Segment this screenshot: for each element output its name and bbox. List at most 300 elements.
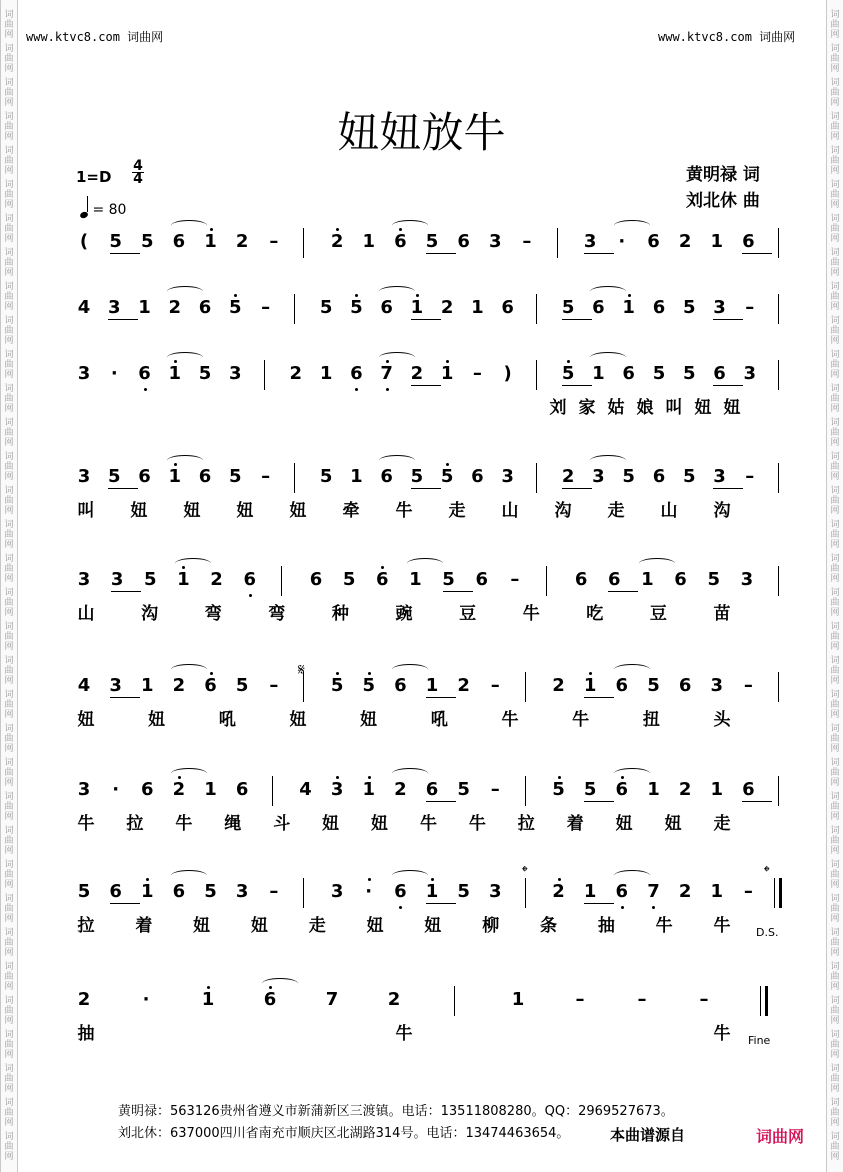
note: 5 <box>647 675 660 696</box>
footer-contact-composer: 刘北休：637000四川省南充市顺庆区北湖路314号。电话：13474463654。 <box>118 1126 570 1141</box>
high-octave-dot <box>416 294 419 297</box>
edge-watermark-char: 网 <box>830 880 840 890</box>
song-title: 妞妞放牛 <box>337 108 506 157</box>
edge-watermark-char: 曲 <box>4 632 14 642</box>
note: 2 <box>457 675 470 696</box>
note: 2 <box>552 675 565 696</box>
edge-watermark-char: 曲 <box>830 360 840 370</box>
time-signature <box>132 160 144 185</box>
final-barline <box>765 986 768 1016</box>
lyric-char: 刘 <box>549 398 567 418</box>
edge-watermark-char: 网 <box>4 404 14 414</box>
slur <box>175 558 211 569</box>
low-octave-dot <box>621 906 624 909</box>
note: 2 <box>77 989 91 1010</box>
slur <box>171 664 207 675</box>
edge-watermark-char: 曲 <box>830 700 840 710</box>
note: 3 <box>713 297 726 318</box>
edge-watermark-char: 网 <box>4 1152 14 1162</box>
time-numerator: 4 <box>133 158 143 174</box>
edge-watermark-char: 曲 <box>830 428 840 438</box>
note: 3 <box>77 779 91 800</box>
note: 1 <box>425 881 439 902</box>
edge-watermark-char: 词 <box>4 928 14 938</box>
beam-underline <box>108 319 138 320</box>
note: 5 <box>109 231 122 252</box>
lyric-char: 苗 <box>713 604 731 624</box>
note: 3 <box>592 466 605 487</box>
lyric-char: 妞 <box>193 916 211 936</box>
edge-watermark-char: 曲 <box>4 530 14 540</box>
lyric-char: 牛 <box>77 814 95 834</box>
edge-watermark-char: 网 <box>830 1152 840 1162</box>
slur <box>392 220 428 231</box>
beam-underline <box>584 697 614 698</box>
note: 6 <box>608 569 621 590</box>
note: 1 <box>362 231 375 252</box>
barline <box>525 672 526 702</box>
slur <box>392 768 428 779</box>
edge-watermark-char: 网 <box>4 778 14 788</box>
edge-watermark-char: 曲 <box>4 462 14 472</box>
edge-watermark-char: 词 <box>830 588 840 598</box>
time-denominator: 4 <box>133 171 143 187</box>
lyric-char: 吼 <box>430 710 448 730</box>
note: 6 <box>678 675 692 696</box>
lyric-char: 牛 <box>713 1024 731 1044</box>
edge-watermark-char: 曲 <box>4 904 14 914</box>
lyric-char: 叫 <box>665 398 683 418</box>
edge-watermark-char: 词 <box>4 316 14 326</box>
lyric-char: 沟 <box>141 604 159 624</box>
slur <box>614 870 650 881</box>
key-signature: 1=D <box>76 168 112 186</box>
edge-watermark-char: 曲 <box>830 870 840 880</box>
edge-watermark-char: 曲 <box>4 700 14 710</box>
aug-dot: · <box>618 231 626 252</box>
lyric-char: 妞 <box>77 710 95 730</box>
note: 1 <box>710 779 723 800</box>
tempo-value: = 80 <box>92 202 127 218</box>
barline <box>536 463 537 493</box>
note: 1 <box>168 466 182 487</box>
final-barline <box>779 878 782 908</box>
note: 1 <box>141 675 154 696</box>
note: 3 <box>330 881 344 902</box>
lyric-char: 妞 <box>366 916 384 936</box>
note: 1 <box>583 675 597 696</box>
tempo-mark <box>80 198 126 218</box>
edge-watermark-char: 网 <box>4 914 14 924</box>
lyric-char: 牛 <box>395 501 413 521</box>
edge-watermark-char: 词 <box>830 214 840 224</box>
edge-watermark-char: 词 <box>830 996 840 1006</box>
slur <box>590 286 626 297</box>
note: 3 <box>229 363 242 384</box>
edge-watermark-char: 网 <box>830 642 840 652</box>
edge-watermark-char: 网 <box>830 404 840 414</box>
note: 6 <box>425 779 439 800</box>
slur <box>167 352 203 363</box>
beam-underline <box>742 801 772 802</box>
barline <box>778 360 779 390</box>
high-octave-dot <box>368 672 371 675</box>
edge-watermark-char: 词 <box>4 146 14 156</box>
beam-underline <box>426 697 456 698</box>
lyric-char: 抽 <box>597 916 615 936</box>
note: 1 <box>583 881 597 902</box>
edge-watermark-char: 网 <box>4 302 14 312</box>
note: 5 <box>457 779 470 800</box>
low-octave-dot <box>144 388 147 391</box>
aug-dot: · <box>365 881 373 902</box>
edge-watermark-char: 网 <box>4 948 14 958</box>
lyric-char: 牛 <box>175 814 193 834</box>
note: 2 <box>678 779 692 800</box>
lyric-char: 妞 <box>371 814 389 834</box>
lyric-char: 牛 <box>572 710 590 730</box>
edge-watermark-char: 曲 <box>4 598 14 608</box>
note: 1 <box>471 297 484 318</box>
edge-watermark-char: 曲 <box>830 292 840 302</box>
edge-watermark-char: 词 <box>4 486 14 496</box>
dash: – <box>637 989 647 1010</box>
note: 5 <box>561 363 575 384</box>
beam-underline <box>411 488 441 489</box>
dash: – <box>743 881 753 902</box>
edge-watermark-char: 网 <box>830 1118 840 1128</box>
low-octave-dot <box>249 594 252 597</box>
aug-dot: · <box>110 363 118 384</box>
note: 1 <box>511 989 525 1010</box>
note: 2 <box>387 989 401 1010</box>
note: 6 <box>471 466 484 487</box>
edge-watermark-char: 词 <box>830 316 840 326</box>
edge-watermark-char: 曲 <box>4 88 14 98</box>
slur <box>379 455 415 466</box>
right-watermark-strip <box>826 0 843 1172</box>
lyric-char: 牛 <box>468 814 486 834</box>
note: 5 <box>319 466 333 487</box>
edge-watermark-char: 曲 <box>4 258 14 268</box>
note: 5 <box>457 881 470 902</box>
note: 6 <box>394 231 407 252</box>
edge-watermark-char: 词 <box>830 860 840 870</box>
aug-dot: · <box>112 779 120 800</box>
note: 6 <box>647 231 660 252</box>
beam-underline <box>584 253 614 254</box>
lyric-char: 柳 <box>482 916 500 936</box>
edge-watermark-char: 网 <box>4 1084 14 1094</box>
edge-watermark-char: 曲 <box>830 598 840 608</box>
lyric-char: 豆 <box>649 604 667 624</box>
edge-watermark-char: 词 <box>830 78 840 88</box>
note: 3 <box>583 231 597 252</box>
barline <box>546 566 547 596</box>
edge-watermark-char: 曲 <box>830 462 840 472</box>
slur <box>614 664 650 675</box>
edge-watermark-char: 词 <box>830 452 840 462</box>
note: 6 <box>380 466 393 487</box>
edge-watermark-char: 词 <box>4 350 14 360</box>
edge-watermark-char: 词 <box>4 962 14 972</box>
barline <box>760 986 761 1016</box>
note: 6 <box>652 466 666 487</box>
edge-watermark-char: 词 <box>4 282 14 292</box>
edge-watermark-char: 词 <box>4 996 14 1006</box>
low-octave-dot <box>386 388 389 391</box>
note: 6 <box>263 989 277 1010</box>
slur <box>379 352 415 363</box>
note: 5 <box>144 569 157 590</box>
beam-underline <box>584 801 614 802</box>
lyric-char: 拉 <box>77 916 95 936</box>
edge-watermark-char: 曲 <box>4 54 14 64</box>
barline <box>774 878 775 908</box>
beam-underline <box>426 801 456 802</box>
edge-watermark-char: 曲 <box>4 122 14 132</box>
edge-watermark-char: 网 <box>830 30 840 40</box>
edge-watermark-char: 网 <box>4 506 14 516</box>
edge-watermark-char: 曲 <box>4 20 14 30</box>
edge-watermark-char: 曲 <box>4 156 14 166</box>
edge-watermark-char: 词 <box>830 146 840 156</box>
lyric-char: 条 <box>540 916 558 936</box>
edge-watermark-char: 网 <box>830 574 840 584</box>
barline <box>778 566 779 596</box>
beam-underline <box>562 488 592 489</box>
edge-watermark-char: 曲 <box>830 1108 840 1118</box>
note: 1 <box>409 569 422 590</box>
edge-watermark-char: 词 <box>830 112 840 122</box>
note: 4 <box>77 297 91 318</box>
barline <box>281 566 282 596</box>
edge-watermark-char: 网 <box>4 676 14 686</box>
note: 4 <box>299 779 312 800</box>
fine-mark: Fine <box>748 1034 771 1047</box>
edge-watermark-char: 网 <box>830 710 840 720</box>
edge-watermark-char: 网 <box>830 744 840 754</box>
note: 2 <box>168 297 182 318</box>
beam-underline <box>713 488 743 489</box>
edge-watermark-char: 网 <box>4 608 14 618</box>
note: ) <box>503 363 512 384</box>
edge-watermark-char: 网 <box>4 540 14 550</box>
edge-watermark-char: 曲 <box>830 938 840 948</box>
edge-watermark-char: 曲 <box>830 190 840 200</box>
lyric-char: 山 <box>77 604 95 624</box>
edge-watermark-char: 网 <box>830 200 840 210</box>
note: 5 <box>410 466 424 487</box>
beam-underline <box>584 903 614 904</box>
slur <box>171 870 207 881</box>
edge-watermark-char: 网 <box>830 64 840 74</box>
high-octave-dot <box>368 776 371 779</box>
note: 6 <box>141 779 154 800</box>
edge-watermark-char: 网 <box>830 132 840 142</box>
edge-watermark-char: 网 <box>830 98 840 108</box>
slur <box>590 455 626 466</box>
lyric-char: 着 <box>135 916 153 936</box>
note: 3 <box>77 363 91 384</box>
barline <box>525 776 526 806</box>
lyric-char: 家 <box>578 398 596 418</box>
lyric-char: 牛 <box>419 814 437 834</box>
slur <box>590 352 626 363</box>
lyric-char: 斗 <box>273 814 291 834</box>
edge-watermark-char: 网 <box>830 608 840 618</box>
slur <box>639 558 675 569</box>
slur <box>392 664 428 675</box>
note: 6 <box>394 881 407 902</box>
note: 6 <box>652 297 666 318</box>
beam-underline <box>110 903 140 904</box>
edge-watermark-char: 曲 <box>4 972 14 982</box>
note: 2 <box>678 231 692 252</box>
edge-watermark-char: 网 <box>4 30 14 40</box>
edge-watermark-char: 网 <box>830 1050 840 1060</box>
edge-watermark-char: 曲 <box>830 1074 840 1084</box>
lyric-char: 豆 <box>459 604 477 624</box>
edge-watermark-char: 网 <box>4 574 14 584</box>
edge-watermark-char: 网 <box>4 98 14 108</box>
lyric-char: 妞 <box>322 814 340 834</box>
edge-watermark-char: 曲 <box>4 190 14 200</box>
note: 6 <box>172 231 186 252</box>
edge-watermark-char: 网 <box>4 846 14 856</box>
dash: – <box>510 569 520 590</box>
edge-watermark-char: 网 <box>4 642 14 652</box>
note: 1 <box>592 363 605 384</box>
barline <box>294 463 295 493</box>
edge-watermark-char: 网 <box>4 166 14 176</box>
footer-contact-lyricist: 黄明禄：563126贵州省遵义市新蒲新区三渡镇。电话：13511808280。QQ：2969527673。 <box>118 1104 674 1119</box>
slur <box>407 558 443 569</box>
high-octave-dot <box>558 878 561 881</box>
edge-watermark-char: 网 <box>4 472 14 482</box>
edge-watermark-char: 词 <box>4 520 14 530</box>
footer-source-label: 本曲谱源自 <box>610 1126 686 1144</box>
lyric-char: 妞 <box>424 916 442 936</box>
edge-watermark-char: 词 <box>4 724 14 734</box>
edge-watermark-char: 网 <box>830 846 840 856</box>
beam-underline <box>713 385 743 386</box>
lyric-char: 牛 <box>522 604 540 624</box>
barline <box>536 360 537 390</box>
note: 2 <box>172 675 186 696</box>
edge-watermark-char: 词 <box>4 1132 14 1142</box>
slur <box>167 286 203 297</box>
edge-watermark-char: 曲 <box>4 938 14 948</box>
lyric-char: 妞 <box>723 398 741 418</box>
edge-watermark-char: 词 <box>830 248 840 258</box>
edge-watermark-char: 词 <box>830 758 840 768</box>
edge-watermark-char: 网 <box>830 302 840 312</box>
barline <box>778 228 779 258</box>
note: 6 <box>350 363 363 384</box>
edge-watermark-char: 网 <box>4 268 14 278</box>
edge-watermark-char: 词 <box>830 180 840 190</box>
edge-watermark-char: 词 <box>830 656 840 666</box>
note: 2 <box>330 231 344 252</box>
note: 6 <box>574 569 588 590</box>
edge-watermark-char: 网 <box>4 132 14 142</box>
edge-watermark-char: 词 <box>4 656 14 666</box>
lyric-char: 吼 <box>218 710 236 730</box>
edge-watermark-char: 网 <box>830 982 840 992</box>
edge-watermark-char: 词 <box>830 554 840 564</box>
edge-watermark-char: 网 <box>4 234 14 244</box>
note: 1 <box>177 569 190 590</box>
note: 6 <box>235 779 249 800</box>
note: 2 <box>235 231 249 252</box>
note: 6 <box>615 881 629 902</box>
aug-dot: · <box>142 989 150 1010</box>
dash: – <box>269 231 279 252</box>
edge-watermark-char: 词 <box>4 690 14 700</box>
note: 6 <box>376 569 389 590</box>
note: 2 <box>172 779 186 800</box>
note: 5 <box>561 297 575 318</box>
note: 7 <box>647 881 660 902</box>
note: 5 <box>652 363 666 384</box>
lyric-char: 种 <box>331 604 349 624</box>
beam-underline <box>411 319 441 320</box>
note: 6 <box>674 569 687 590</box>
edge-watermark-char: 词 <box>830 10 840 20</box>
beam-underline <box>608 591 638 592</box>
edge-watermark-char: 词 <box>830 384 840 394</box>
edge-watermark-char: 曲 <box>830 394 840 404</box>
site-url-right[interactable]: www.ktvc8.com 词曲网 <box>658 30 796 44</box>
barline <box>778 776 779 806</box>
lyric-char: 沟 <box>554 501 572 521</box>
note: 5 <box>682 466 696 487</box>
note: 6 <box>109 881 122 902</box>
edge-watermark-char: 词 <box>830 724 840 734</box>
note: 3 <box>77 466 91 487</box>
note: 5 <box>350 297 363 318</box>
lyric-char: 着 <box>566 814 584 834</box>
lyric-char: 弯 <box>268 604 286 624</box>
edge-watermark-char: 词 <box>830 894 840 904</box>
dash: – <box>743 675 753 696</box>
edge-watermark-char: 曲 <box>830 530 840 540</box>
note: 6 <box>380 297 393 318</box>
note: 5 <box>362 675 375 696</box>
edge-watermark-char: 词 <box>830 928 840 938</box>
dash: – <box>490 675 500 696</box>
beam-underline <box>426 253 456 254</box>
edge-watermark-char: 网 <box>4 1118 14 1128</box>
site-logo[interactable]: 词曲网 <box>756 1127 805 1146</box>
note: 5 <box>682 363 696 384</box>
slur <box>392 870 428 881</box>
note: 1 <box>138 297 151 318</box>
lyric-char: 妞 <box>236 501 254 521</box>
site-url-left[interactable]: www.ktvc8.com 词曲网 <box>26 30 164 44</box>
edge-watermark-char: 网 <box>830 234 840 244</box>
edge-watermark-char: 网 <box>4 200 14 210</box>
edge-watermark-char: 网 <box>4 1050 14 1060</box>
barline <box>303 228 304 258</box>
lyric-char: 走 <box>607 501 625 521</box>
note: ( <box>79 231 89 252</box>
edge-watermark-char: 曲 <box>4 292 14 302</box>
note: 6 <box>713 363 726 384</box>
note: 5 <box>425 231 439 252</box>
dash: – <box>472 363 482 384</box>
